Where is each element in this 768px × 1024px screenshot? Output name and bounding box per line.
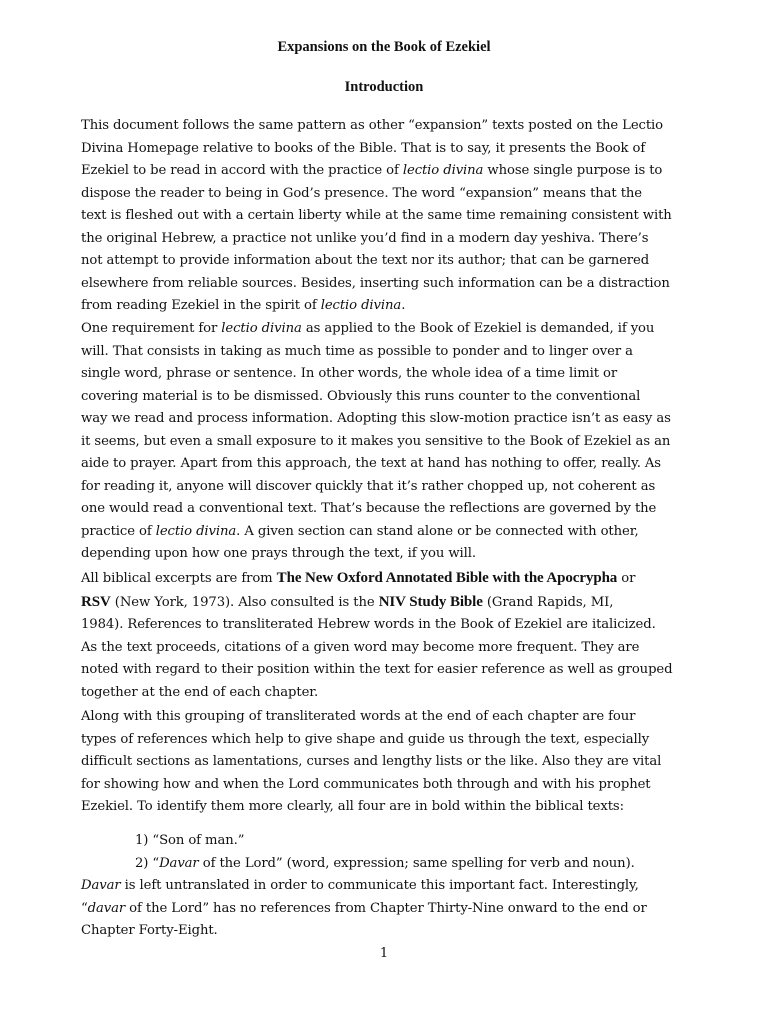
paragraph-requirement: [81, 318, 691, 566]
page-number: 1: [379, 946, 389, 961]
text-line: “davar of the Lord” has no references from Chapter Thirty-Nine onward to the end or: [81, 900, 647, 916]
text-line: Chapter Forty-Eight.: [81, 923, 218, 938]
text-line: will. That consists in taking as much time as possible to ponder and to linger over a: [81, 343, 633, 359]
text-line: types of references which help to give shape and guide us through the text, especially: [81, 731, 650, 747]
text-line: As the text proceeds, citations of a given word may become more frequent. They are: [81, 639, 640, 655]
section-heading: Introduction: [344, 79, 424, 95]
text-line: elsewhere from reliable sources. Besides, inserting such information can be a distraction: [81, 275, 670, 291]
text-line: difficult sections as lamentations, curses and lengthy lists or the like. Also they are vital: [81, 754, 662, 769]
text-line: covering material is to be dismissed. Obviously this runs counter to the conventional: [81, 388, 641, 404]
text-line: Divina Homepage relative to books of the Bible. That is to say, it presents the Book of: [81, 140, 646, 156]
text-line: Ezekiel. To identify them more clearly, all four are in bold within the biblical texts:: [81, 799, 624, 814]
text-line: One requirement for lectio divina as applied to the Book of Ezekiel is demanded, if you: [81, 321, 655, 336]
text-line: together at the end of each chapter.: [81, 684, 319, 700]
text-line: dispose the reader to being in God’s presence. The word “expansion” means that the: [81, 185, 643, 201]
text-line: Along with this grouping of transliterated words at the end of each chapter are four: [81, 709, 636, 724]
text-line: Ezekiel to be read in accord with the practice of lectio divina whose single purpose is to: [81, 163, 663, 178]
text-line: This document follows the same pattern as other “expansion” texts posted on the Lectio: [81, 118, 663, 133]
book-title: RSV: [81, 593, 111, 610]
text-line: depending upon how one prays through the text, if you will.: [81, 546, 476, 561]
text-line: All biblical excerpts are from The New Oxford Annotated Bible with the Apocrypha or: [81, 570, 636, 586]
list-item: 1) “Son of man.”: [135, 833, 245, 848]
text-line: text is fleshed out with a certain liberty while at the same time remaining consistent with: [81, 208, 672, 223]
text-line: from reading Ezekiel in the spirit of lectio divina.: [81, 298, 406, 313]
text-line: single word, phrase or sentence. In other words, the whole idea of a time limit or: [81, 366, 618, 381]
text-line: RSV (New York, 1973). Also consulted is the NIV Study Bible (Grand Rapids, MI,: [81, 593, 614, 610]
book-title: The New Oxford Annotated Bible with the Apocrypha: [276, 570, 618, 586]
paragraph-sources: [81, 567, 691, 704]
text-line: 1984). References to transliterated Hebrew words in the Book of Ezekiel are italicized.: [81, 617, 656, 632]
text-line: one would read a conventional text. That’s because the reflections are governed by the: [81, 501, 657, 516]
text-line: for showing how and when the Lord communicates both through and with his prophet: [81, 776, 651, 792]
text-line: it seems, but even a small exposure to it makes you sensitive to the Book of Ezekiel as an: [81, 433, 671, 449]
document-title: Expansions on the Book of Ezekiel: [277, 39, 491, 55]
paragraph-references: [81, 706, 691, 819]
text-line: Davar is left untranslated in order to communicate this important fact. Interestingly,: [81, 878, 639, 893]
book-title: NIV Study Bible: [378, 593, 483, 610]
text-line: the original Hebrew, a practice not unlike you’d find in a modern day yeshiva. There’s: [81, 230, 649, 246]
text-line: practice of lectio divina. A given section can stand alone or be connected with other,: [81, 523, 639, 539]
list-item: 2) “Davar of the Lord” (word, expression; same spelling for verb and noun).: [135, 855, 635, 871]
text-line: not attempt to provide information about the text nor its author; that can be garnered: [81, 253, 650, 268]
text-line: noted with regard to their position within the text for easier reference as well as grouped: [81, 662, 673, 677]
text-line: for reading it, anyone will discover quickly that it’s rather chopped up, not coherent as: [81, 478, 656, 494]
reference-list: [81, 830, 691, 943]
text-line: aide to prayer. Apart from this approach, the text at hand has nothing to offer, really. As: [81, 456, 661, 471]
paragraph-intro: [81, 115, 691, 318]
text-line: way we read and process information. Adopting this slow-motion practice isn’t as easy as: [81, 411, 671, 426]
